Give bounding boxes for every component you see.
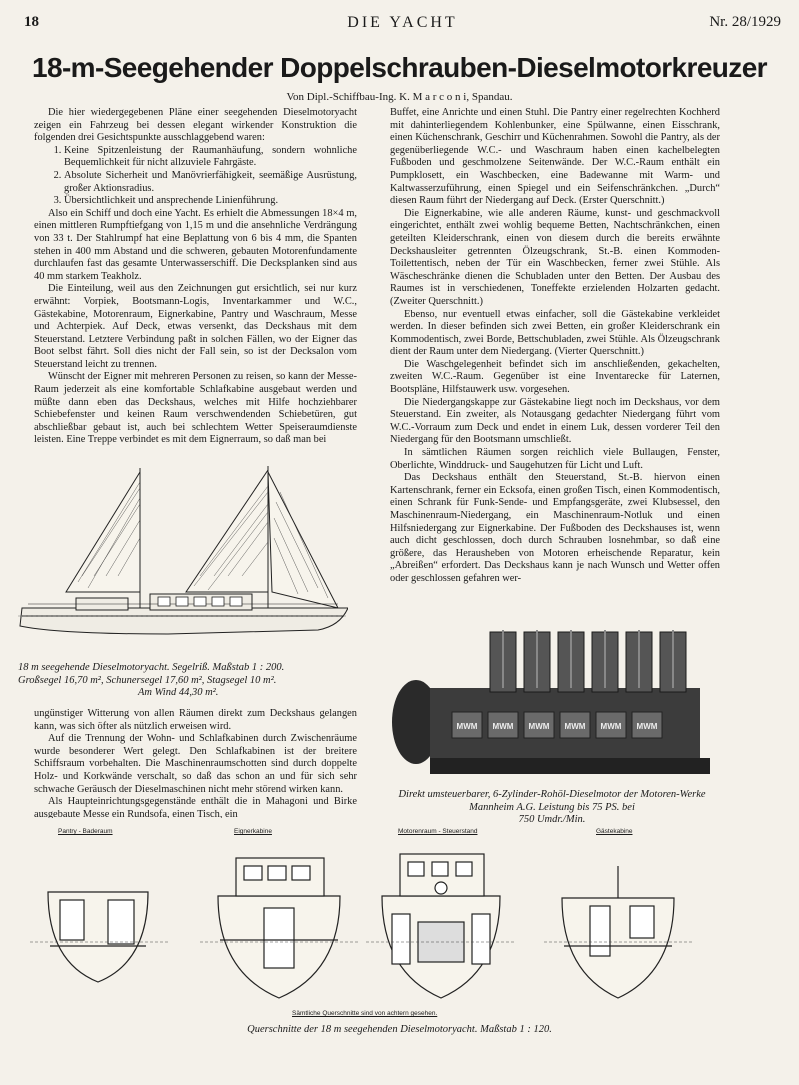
section-label: Gästekabine bbox=[596, 828, 633, 835]
sections-note: Sämtliche Querschnitte sind von achtern gesehen. bbox=[292, 1010, 438, 1017]
page-number: 18 bbox=[24, 14, 39, 30]
engine-caption bbox=[380, 789, 724, 827]
engine-badge-text: MWM bbox=[528, 722, 550, 731]
sections-caption: Querschnitte der 18 m seegehenden Dieselmotoryacht. Maßstab 1 : 120. bbox=[247, 1024, 552, 1035]
right-column bbox=[390, 107, 720, 625]
engine-badge-text: MWM bbox=[636, 722, 658, 731]
paragraph: Also ein Schiff und doch eine Yacht. Es erhielt die Abmessungen 18×4 m, einen mittleren Rumpftiefgang von 1,15 m und die ansehnliche Verdrängung von 33 t. Der Stahlrumpf hat eine Beplattung von 6 bis 4 mm, die Spanten stehen in 400 mm Abstand und die schweren, gebauten Motorenfundamente durchlaufen fast das gesamte Unterwasserschiff. Die Decksplanken sind aus 40 mm starkem Teakholz. bbox=[34, 207, 357, 282]
paragraph: Die Niedergangskappe zur Gästekabine liegt noch im Deckshaus, vor dem Steuerstand. Ein zweiter, als Notausgang gedachter Niedergang führt vom W.C.-Vorraum zum Deck und endet in einem Luk, dessen vorderer Teil den Niedergang für den Bootsmann umschließt. bbox=[390, 396, 720, 446]
issue-number: Nr. 28/1929 bbox=[709, 14, 781, 30]
caption-line: Am Wind 44,30 m². bbox=[138, 687, 219, 698]
caption-line: Großsegel 16,70 m², Schunersegel 17,60 m², Stagsegel 10 m². bbox=[18, 674, 277, 686]
article-byline: Von Dipl.-Schiffbau-Ing. K. M a r c o n i, Spandau. bbox=[286, 91, 513, 103]
paragraph: ungünstiger Witterung von allen Räumen direkt zum Deckshaus gelangen kann, was sich öfter als nützlich erweisen wird. bbox=[34, 708, 357, 732]
paragraph: In sämtlichen Räumen sorgen reichlich viele Bullaugen, Fenster, Oberlichte, Winddruck- und Saugehutzen für Licht und Luft. bbox=[390, 447, 720, 471]
engine-badge-text: MWM bbox=[456, 722, 478, 731]
paragraph: Auf die Trennung der Wohn- und Schlafkabinen durch Zwischenräume wurde besonderer Wert gelegt. Den Schlafkabinen ist der breitere Schiffsraum vorbehalten. Die Maschinenraumschotten sind durch doppelte Holz- und Korkwände verschalt, so daß das schon an und für sich sehr schwache Geräusch der Dieselmaschinen nicht mehr störend wirken kann. bbox=[34, 733, 357, 795]
diesel-engine-photo bbox=[390, 626, 720, 788]
paragraph: Das Deckshaus enthält den Steuerstand, St.-B. hiervon einen Kartenschrank, ferner ein Ecksofa, einen großen Tisch, einen Kommodentisch, einen Schrank für Funk-Sende- und Empfangsgeräte, zwei Klubsessel, den Maschinenraum-Niedergang, ein Maschinenraum-Notluk und einen Hilfsniedergang zur Eignerkabine. Der Fußboden des Deckshauses ist, wenn auch dicht geschlossen, doch durch Schrauben losnehmbar, so daß eine größere, das Herausheben von Motoren erheischende Reparatur, kein „Abreißen“ erfordert. Das Deckshaus kann je nach Wunsch und Wetter offen oder geschlossen gefahren wer- bbox=[390, 472, 720, 584]
magazine-name: DIE YACHT bbox=[347, 14, 458, 31]
caption-line: Direkt umsteuerbarer, 6-Zylinder-Rohöl-Dieselmotor der Motoren-Werke Mannheim A.G. Leistung bis 75 PS. bei bbox=[398, 789, 706, 813]
section-label: Eignerkabine bbox=[234, 828, 272, 835]
cross-sections-drawing bbox=[30, 822, 698, 1020]
caption-line: 750 Umdr./Min. bbox=[518, 814, 586, 825]
paragraph: Wünscht der Eigner mit mehreren Personen zu reisen, so kann der Messe-Raum jederzeit als eine komfortable Schlafkabine ausgebaut werden und müßte dann eben das Deckshaus, welches mit Hilfe hochziehbarer Schiebefenster und keinen Raum verschwendenden Schiebetüren, gut abschließbar gebaut ist, auch bei schlechtem Wetter Speiseraumdienste leisten. Eine Treppe verbindet es mit dem Eignerraum, so daß man bei bbox=[34, 371, 357, 446]
paragraph: Die Einteilung, weil aus den Zeichnungen gut ersichtlich, sei nur kurz erwähnt: Vorpiek, Bootsmann-Logis, Inventarkammer und W.C., Gästekabine, Motorenraum, Eignerkabine, Pantry und Waschraum, Messe und Achterpiek. Auf Deck, etwas versenkt, das Deckshaus mit dem Steuerstand. Letztere Verbindung paßt in solchen Fällen, wo der Eigner das Boot selbst fährt. Soll dies nicht der Fall sein, so ist der Decksalon vom Steuerstand leicht zu trennen. bbox=[34, 283, 357, 370]
article-title: 18-m-Seegehender Doppelschrauben-Dieselmotorkreuzer bbox=[32, 52, 767, 83]
sail-plan-drawing bbox=[18, 458, 348, 656]
engine-badge-text: MWM bbox=[492, 722, 514, 731]
paragraph: Buffet, eine Anrichte und einen Stuhl. Die Pantry einer regelrechten Kochherd mit dahinterliegendem Kohlenbunker, eine Spülwanne, einen Eisschrank, einen Küchenschrank, Geschirr und Küchenrahmen. Sowohl die Pantry, als der gegenüberliegende W.C.- und Waschraum haben einen kachelbelegten Fußboden und geschmolzene Seitenwände. Der W.C.-Raum enthält ein Pumpklosett, ein Waschbecken, eine Badewanne mit Warm- und Kaltwasserzuführung, einen Spiegel und ein Seifenschränkchen. „Durch“ diesen Raum führt der Niedergang auf Deck. (Erster Querschnitt.) bbox=[390, 107, 720, 207]
left-column-bottom bbox=[34, 708, 357, 818]
list-item: 1. Keine Spitzenleistung der Raumanhäufung, sondern wohnliche Bequemlichkeit für nicht allzuviele Fahrgäste. bbox=[64, 145, 357, 170]
section-label: Motorenraum - Steuerstand bbox=[398, 828, 478, 835]
page-header bbox=[24, 14, 781, 38]
caption-line: 18 m seegehende Dieselmotoryacht. Segelriß. Maßstab 1 : 200. bbox=[18, 662, 285, 673]
paragraph: Die Eignerkabine, wie alle anderen Räume, kunst- und geschmackvoll eingerichtet, enthält zwei wohlig bequeme Betten, Nachtschränkchen, einen geteilten Kleiderschrank, einen von diesem durch die bereits erwähnte Deckshausleiter getrennten Ölzeugschrank, St.-B. einen Kommoden-Toilettentisch, neben der Tür ein Waschbecken, ferner zwei Stühle. Als Wäscheschränke dienen die Schubladen unter den Betten. Der Ausbau des Raumes ist in verschiedenen, Toneffekte erzielenden Holzarten gedacht. (Zweiter Querschnitt.) bbox=[390, 207, 720, 307]
section-label: Pantry - Baderaum bbox=[58, 828, 113, 835]
paragraph: Ebenso, nur eventuell etwas einfacher, soll die Gästekabine verkleidet werden. In dieser befinden sich zwei Betten, ein großer Kleiderschrank ein Kommodentisch, zwei Borde, Bettschubladen, zwei Stühle. Als Ölzeugschrank dient der Raum unter dem Niedergang. (Vierter Querschnitt.) bbox=[390, 308, 720, 358]
paragraph: Die hier wiedergegebenen Pläne einer seegehenden Dieselmotoryacht zeigen ein Fahrzeug bei dessen elegant wirkender Konstruktion die folgenden drei Gesichtspunkte ausschlaggebend waren: bbox=[34, 107, 357, 144]
sail-plan-caption bbox=[18, 662, 360, 700]
engine-badge-text: MWM bbox=[600, 722, 622, 731]
list-item: 3. Übersichtlichkeit und ansprechende Linienführung. bbox=[64, 195, 357, 208]
left-column-top bbox=[34, 107, 357, 457]
paragraph: Als Haupteinrichtungsgegenstände enthält die in Mahagoni und Birke ausgebaute Messe ein Rundsofa, einen Tisch, ein bbox=[34, 796, 357, 818]
paragraph: Die Waschgelegenheit befindet sich im anschließenden, gekachelten, zweiten W.C.-Raum. Gegenüber ist eine Inventarecke für Laternen, Bootspläne, Hilfstauwerk usw. vorgesehen. bbox=[390, 358, 720, 396]
list-item: 2. Absolute Sicherheit und Manövrierfähigkeit, seemäßige Ausrüstung, großer Aktionsradius. bbox=[64, 170, 357, 195]
design-criteria-list bbox=[34, 145, 357, 208]
engine-badge-text: MWM bbox=[564, 722, 586, 731]
